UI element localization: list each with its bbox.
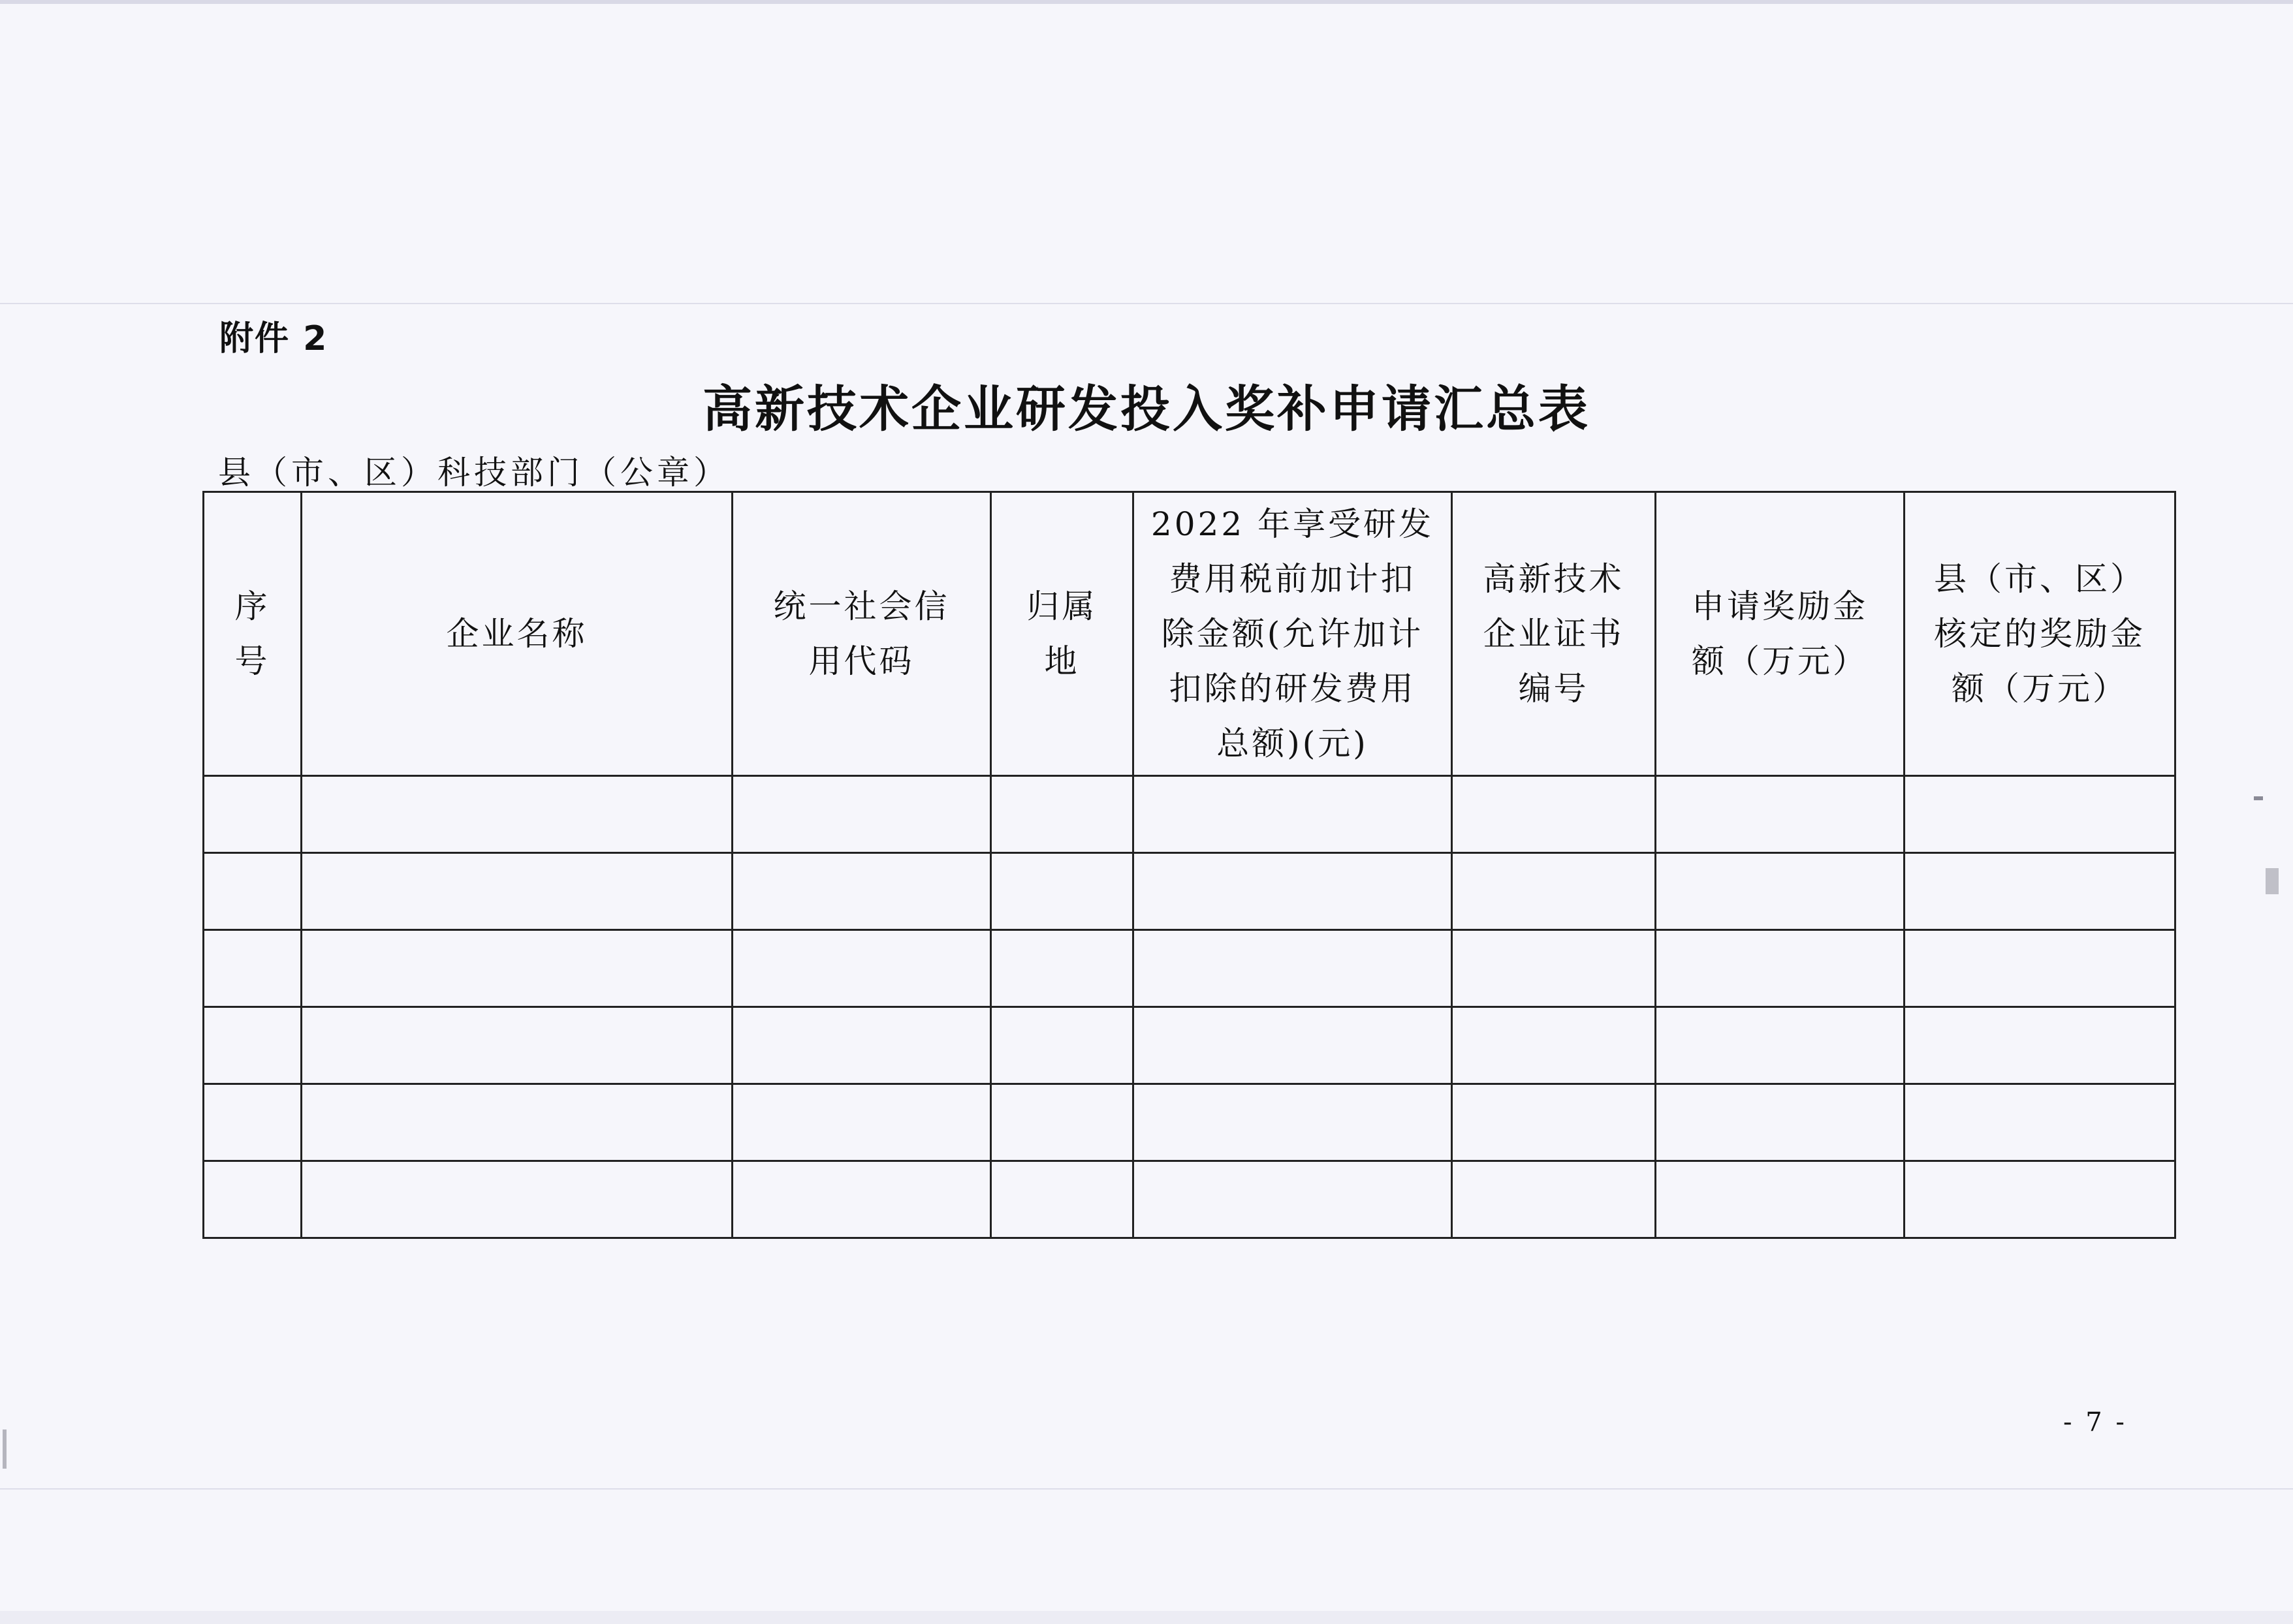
table-cell xyxy=(733,776,991,853)
table-cell xyxy=(302,1084,733,1161)
table-cell xyxy=(1133,1161,1452,1238)
table-cell xyxy=(733,853,991,930)
header-company-name: 企业名称 xyxy=(302,492,733,776)
table-cell xyxy=(1133,776,1452,853)
table-cell xyxy=(1656,1084,1905,1161)
scan-speck xyxy=(3,1429,7,1469)
table-cell xyxy=(302,776,733,853)
table-cell xyxy=(1452,1084,1656,1161)
page-title: 高新技术企业研发投入奖补申请汇总表 xyxy=(703,380,1590,438)
table-row xyxy=(204,1161,2175,1238)
table-cell xyxy=(1452,1007,1656,1084)
table-cell xyxy=(204,776,302,853)
header-credit-code: 统一社会信 用代码 xyxy=(733,492,991,776)
header-serial-number: 序 号 xyxy=(204,492,302,776)
attachment-label: 附件 2 xyxy=(219,319,328,358)
table-cell xyxy=(204,853,302,930)
table-cell xyxy=(1905,776,2175,853)
page-number: - 7 - xyxy=(2063,1407,2127,1437)
table-cell xyxy=(1656,1161,1905,1238)
table-cell xyxy=(302,930,733,1007)
scan-edge-bottom xyxy=(0,1611,2293,1624)
table-cell xyxy=(733,1084,991,1161)
table-cell xyxy=(991,853,1133,930)
scan-line xyxy=(0,303,2293,304)
table-cell xyxy=(204,1161,302,1238)
table-cell xyxy=(1905,1007,2175,1084)
scan-line xyxy=(0,1488,2293,1490)
table-cell xyxy=(991,1161,1133,1238)
table-cell xyxy=(1656,1007,1905,1084)
table-cell xyxy=(991,776,1133,853)
table-cell xyxy=(204,1084,302,1161)
table-cell xyxy=(1905,930,2175,1007)
table-row xyxy=(204,1084,2175,1161)
table-cell xyxy=(1656,776,1905,853)
header-certificate-number: 高新技术 企业证书 编号 xyxy=(1452,492,1656,776)
table-cell xyxy=(991,930,1133,1007)
table-cell xyxy=(1452,930,1656,1007)
table-cell xyxy=(204,1007,302,1084)
scan-edge-top xyxy=(0,0,2293,4)
table-row xyxy=(204,776,2175,853)
table-cell xyxy=(1133,930,1452,1007)
header-approved-award: 县（市、区） 核定的奖励金 额（万元） xyxy=(1905,492,2175,776)
header-rd-deduction-amount: 2022 年享受研发 费用税前加计扣 除金额(允许加计 扣除的研发费用 总额)(元) xyxy=(1133,492,1452,776)
scan-speck xyxy=(2266,868,2279,894)
table-cell xyxy=(1656,853,1905,930)
table-cell xyxy=(991,1007,1133,1084)
summary-table xyxy=(202,491,2176,1239)
table-cell xyxy=(1905,1161,2175,1238)
table-cell xyxy=(733,1007,991,1084)
table-cell xyxy=(733,1161,991,1238)
table-cell xyxy=(204,930,302,1007)
scan-speck xyxy=(2254,796,2263,800)
table-cell xyxy=(1452,776,1656,853)
table-cell xyxy=(302,1007,733,1084)
table-cell xyxy=(1133,853,1452,930)
department-seal-line: 县（市、区）科技部门（公章） xyxy=(218,454,730,492)
table-header-row xyxy=(204,492,2175,776)
table-cell xyxy=(302,853,733,930)
table-cell xyxy=(991,1084,1133,1161)
table-cell xyxy=(1133,1007,1452,1084)
header-requested-award: 申请奖励金 额（万元） xyxy=(1656,492,1905,776)
table-row xyxy=(204,930,2175,1007)
table-cell xyxy=(1905,1084,2175,1161)
table-cell xyxy=(1905,853,2175,930)
header-location: 归属 地 xyxy=(991,492,1133,776)
table-cell xyxy=(1452,853,1656,930)
table-row xyxy=(204,853,2175,930)
table-cell xyxy=(1656,930,1905,1007)
table-row xyxy=(204,1007,2175,1084)
table-cell xyxy=(1452,1161,1656,1238)
table-cell xyxy=(1133,1084,1452,1161)
table-cell xyxy=(733,930,991,1007)
table-cell xyxy=(302,1161,733,1238)
